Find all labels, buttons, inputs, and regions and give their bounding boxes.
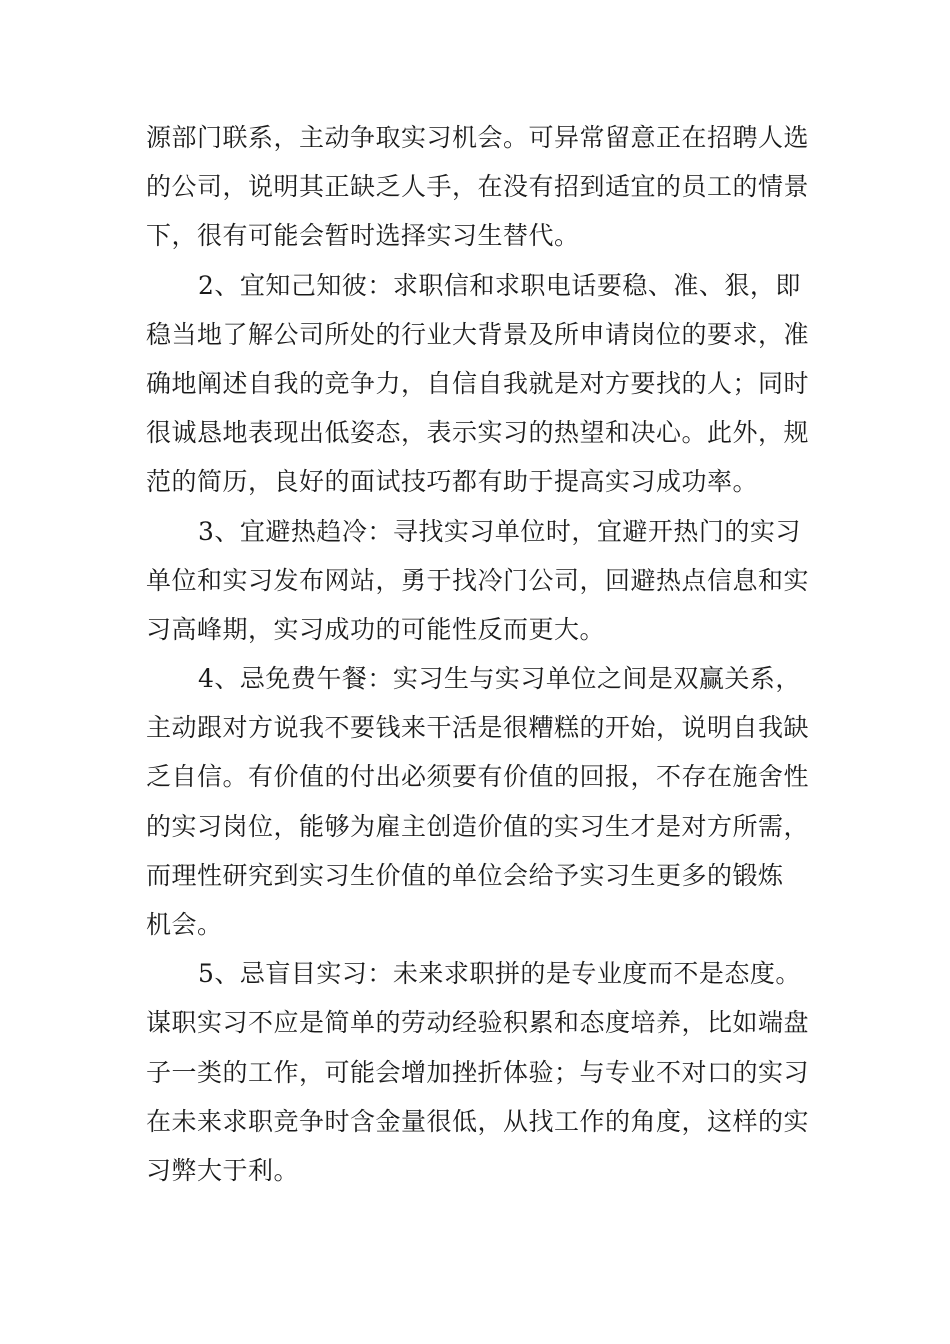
text-line: 在未来求职竞争时含金量很低，从找工作的角度，这样的实	[146, 1106, 810, 1136]
text-line: 习高峰期，实习成功的可能性反而更大。	[146, 614, 606, 644]
text-line: 机会。	[146, 910, 223, 939]
paragraph-5-first-line: 5、忌盲目实习：未来求职拼的是专业度而不是态度。	[198, 959, 801, 989]
text-line: 下，很有可能会暂时选择实习生替代。	[146, 221, 580, 251]
text-line: 范的简历，良好的面试技巧都有助于提高实习成功率。	[146, 467, 759, 497]
paragraph-2-first-line: 2、宜知己知彼：求职信和求职电话要稳、准、狠，即	[198, 270, 801, 300]
paragraph-4-first-line: 4、忌免费午餐：实习生与实习单位之间是双赢关系，	[198, 664, 801, 694]
text-line: 的实习岗位，能够为雇主创造价值的实习生才是对方所需，	[146, 811, 810, 841]
document-body	[146, 113, 826, 1195]
text-line: 乏自信。有价值的付出必须要有价值的回报，不存在施舍性	[146, 762, 810, 792]
paragraph-3-first-line: 3、宜避热趋冷：寻找实习单位时，宜避开热门的实习	[198, 516, 801, 546]
text-line: 的公司，说明其正缺乏人手，在没有招到适宜的员工的情景	[146, 172, 810, 202]
text-line: 确地阐述自我的竞争力，自信自我就是对方要找的人；同时	[146, 368, 810, 398]
text-line: 习弊大于利。	[146, 1155, 300, 1185]
text-line: 主动跟对方说我不要钱来干活是很糟糕的开始，说明自我缺	[146, 713, 810, 743]
text-line: 谋职实习不应是简单的劳动经验积累和态度培养，比如端盘	[146, 1008, 810, 1038]
text-line: 很诚恳地表现出低姿态，表示实习的热望和决心。此外，规	[146, 418, 810, 448]
text-line: 源部门联系，主动争取实习机会。可异常留意正在招聘人选	[146, 123, 810, 152]
text-line: 单位和实习发布网站，勇于找冷门公司，回避热点信息和实	[146, 565, 810, 595]
text-line: 而理性研究到实习生价值的单位会给予实习生更多的锻炼	[146, 860, 784, 890]
text-line: 稳当地了解公司所处的行业大背景及所申请岗位的要求，准	[146, 319, 810, 349]
text-line: 子一类的工作，可能会增加挫折体验；与专业不对口的实习	[146, 1057, 810, 1087]
